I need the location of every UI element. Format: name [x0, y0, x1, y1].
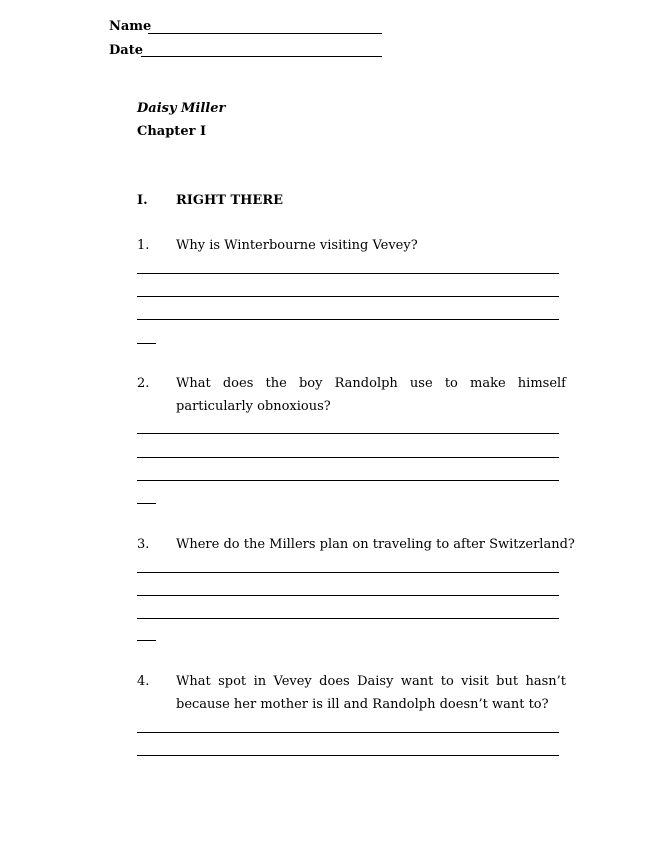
name-input-line[interactable] [148, 33, 382, 34]
answer-line[interactable] [137, 572, 559, 573]
date-field [109, 43, 143, 59]
document-title: Daisy Miller [137, 101, 226, 116]
answer-line-stub[interactable] [137, 640, 156, 641]
section-number: I. [137, 193, 148, 208]
question-3-text: Where do the Millers plan on traveling to after Switzerland? [176, 537, 575, 552]
name-label: Name [109, 19, 152, 34]
answer-line[interactable] [137, 296, 559, 297]
question-3-number: 3. [137, 537, 150, 552]
question-1-number: 1. [137, 238, 150, 253]
question-2-text: What does the boy Randolph use to make himself particularly obnoxious? [176, 376, 566, 414]
answer-line[interactable] [137, 273, 559, 274]
chapter-heading: Chapter I [137, 124, 207, 139]
answer-line[interactable] [137, 755, 559, 756]
date-input-line[interactable] [141, 56, 382, 57]
question-2-number: 2. [137, 376, 150, 391]
question-4-text: What spot in Vevey does Daisy want to visit but hasn’t because her mother is ill and Randolph doesn’t want to? [176, 674, 566, 712]
answer-line[interactable] [137, 480, 559, 481]
answer-line[interactable] [137, 319, 559, 320]
answer-line[interactable] [137, 732, 559, 733]
answer-line-stub[interactable] [137, 503, 156, 504]
answer-line[interactable] [137, 433, 559, 434]
section-title: RIGHT THERE [176, 193, 284, 208]
answer-line[interactable] [137, 618, 559, 619]
question-1-text: Why is Winterbourne visiting Vevey? [176, 238, 418, 253]
question-4-number: 4. [137, 674, 150, 689]
date-label: Date [109, 43, 143, 58]
answer-line-stub[interactable] [137, 343, 156, 344]
answer-line[interactable] [137, 595, 559, 596]
name-field [109, 19, 151, 35]
answer-line[interactable] [137, 457, 559, 458]
